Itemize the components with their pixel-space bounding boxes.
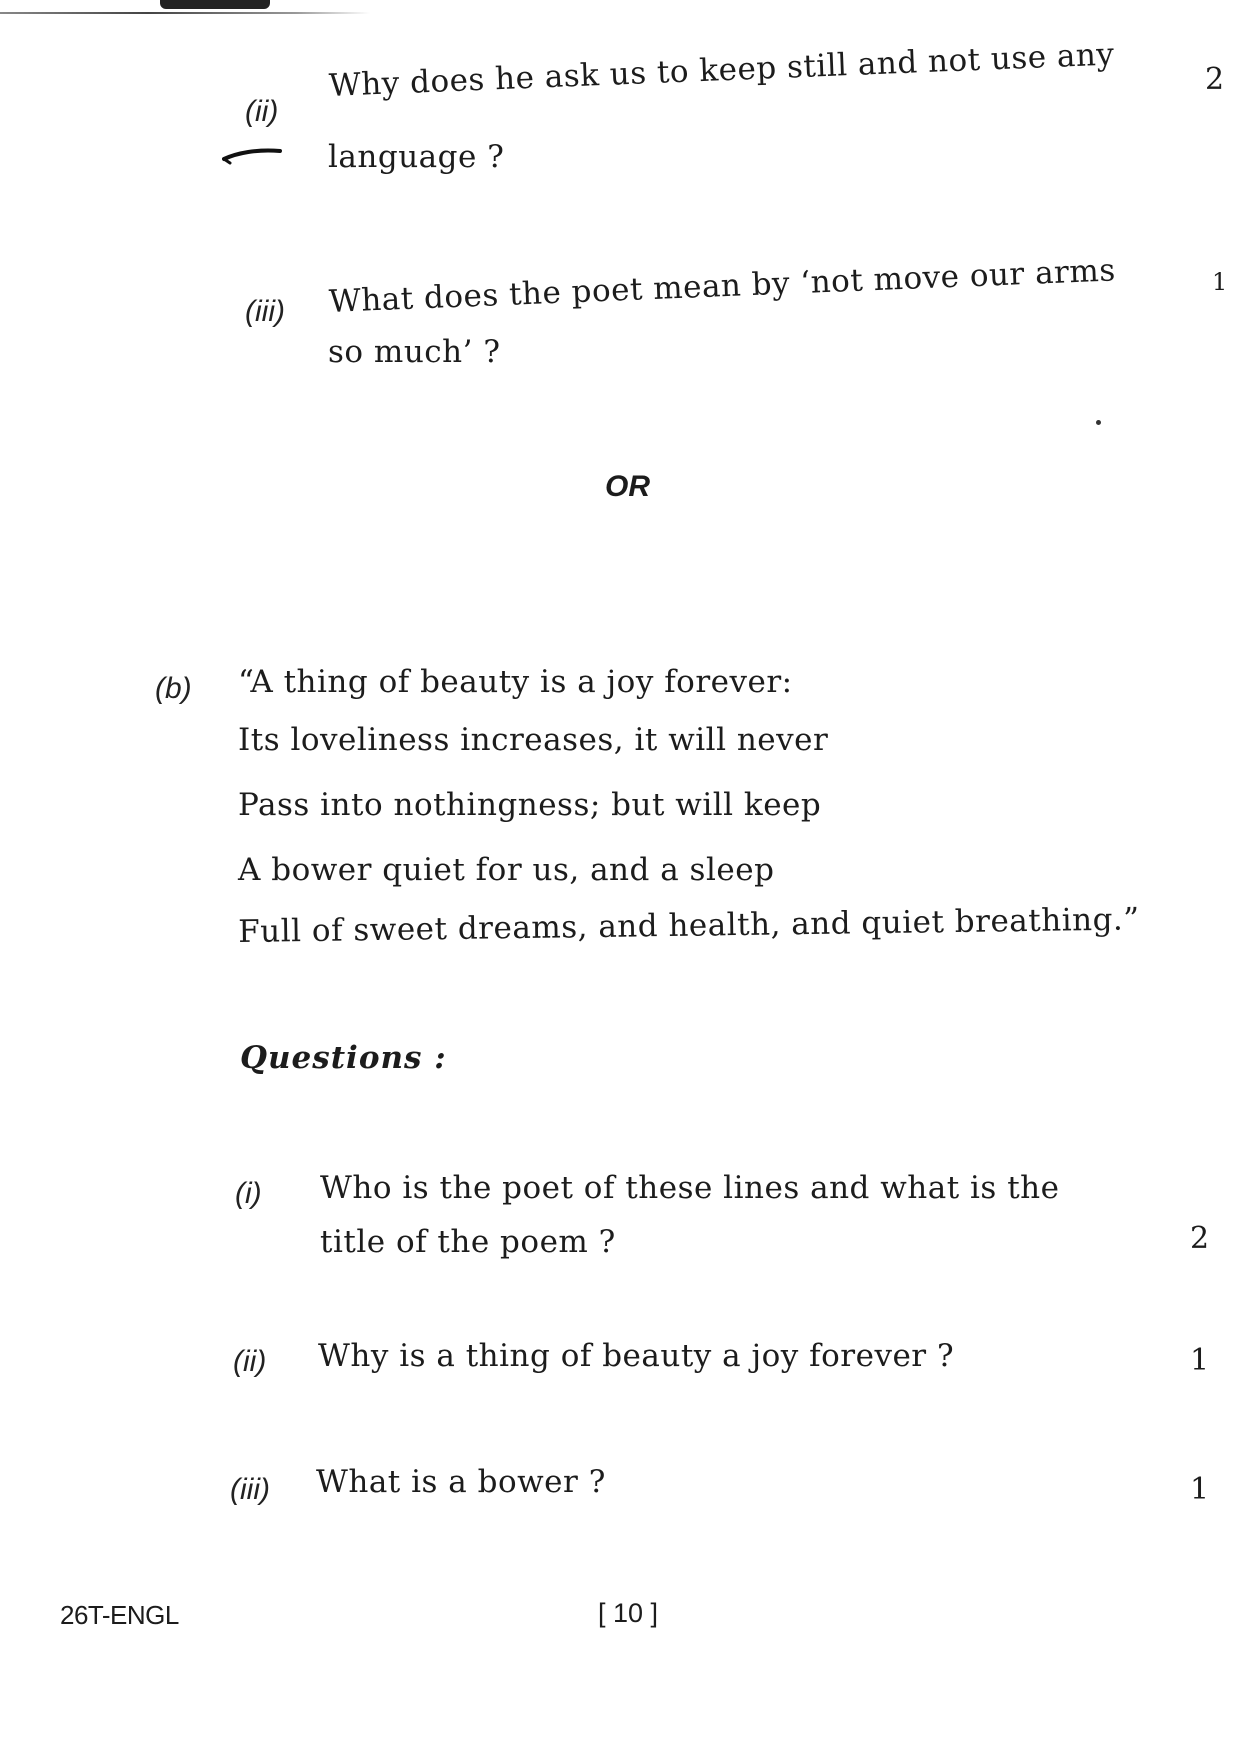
question-a-iii-mark: 1 (1212, 268, 1228, 296)
question-b-i-label: (i) (235, 1177, 262, 1210)
question-b-ii-label: (ii) (233, 1345, 267, 1378)
question-a-ii-line1: Why does he ask us to keep still and not use any (328, 36, 1116, 104)
footer-page-number: [ 10 ] (598, 1598, 659, 1628)
poem-line-4: A bower quiet for us, and a sleep (238, 852, 775, 888)
or-separator: OR (605, 470, 650, 503)
question-a-ii-label: (ii) (245, 95, 279, 128)
question-b-i-line2: title of the poem ? (320, 1224, 616, 1260)
scan-speck (1096, 420, 1101, 425)
part-b-label: (b) (155, 672, 192, 705)
question-b-i-mark: 2 (1190, 1221, 1210, 1256)
question-b-iii-line1: What is a bower ? (316, 1464, 606, 1500)
question-a-ii-line2: language ? (328, 139, 505, 175)
question-b-ii-line1: Why is a thing of beauty a joy forever ? (318, 1338, 955, 1374)
question-b-iii-mark: 1 (1190, 1472, 1210, 1507)
poem-line-5: Full of sweet dreams, and health, and quiet breathing.” (238, 901, 1140, 950)
handwritten-tick-icon (222, 145, 282, 165)
questions-heading: Questions : (240, 1040, 447, 1076)
question-a-iii-line2: so much’ ? (328, 334, 501, 370)
question-b-i-line1: Who is the poet of these lines and what is the (320, 1170, 1060, 1206)
question-a-iii-line1: What does the poet mean by ‘not move our arms (328, 252, 1117, 320)
footer-paper-code: 26T-ENGL (60, 1600, 179, 1630)
poem-line-1: “A thing of beauty is a joy forever: (238, 664, 793, 700)
scan-edge-artifact (0, 0, 380, 30)
question-a-ii-mark: 2 (1205, 62, 1225, 97)
question-b-ii-mark: 1 (1190, 1343, 1210, 1378)
poem-line-3: Pass into nothingness; but will keep (238, 787, 822, 823)
question-a-iii-label: (iii) (245, 295, 285, 328)
poem-line-2: Its loveliness increases, it will never (238, 722, 829, 758)
question-b-iii-label: (iii) (230, 1473, 270, 1506)
